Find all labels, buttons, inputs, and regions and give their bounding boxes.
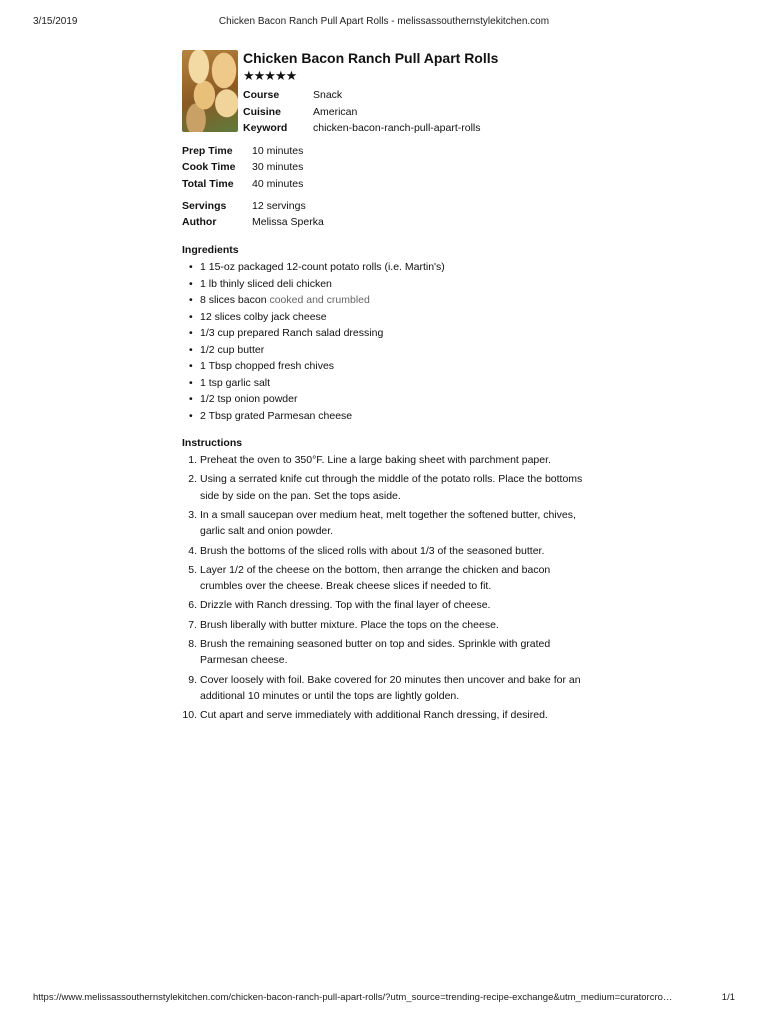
print-header — [33, 16, 735, 30]
meta-value: American — [313, 106, 358, 118]
step-text: Drizzle with Ranch dressing. Top with the final layer of cheese. — [200, 599, 491, 612]
author-name: Melissa Sperka — [252, 216, 324, 228]
time-value: 10 minutes — [252, 145, 304, 157]
instructions-list — [182, 452, 592, 726]
step-number: 8. — [188, 637, 197, 650]
ingredient-text: 8 slices bacon — [200, 294, 267, 306]
instruction-step — [182, 452, 592, 469]
ingredient-item — [182, 343, 445, 360]
instruction-step — [182, 672, 592, 705]
ingredient-text: 2 Tbsp grated Parmesan cheese — [200, 409, 353, 422]
ingredient-note: cooked and crumbled — [269, 294, 370, 306]
ingredient-text: 1 tsp garlic salt — [200, 376, 271, 389]
ingredient-item — [182, 310, 445, 327]
ingredient-text: 1 lb thinly sliced deli chicken — [200, 277, 332, 290]
recipe-header — [182, 48, 602, 136]
step-text: Cover loosely with foil. Bake covered for 20 minutes then uncover and bake for an additional 10 minutes or until the tops are lightly golden. — [200, 673, 581, 702]
ingredient-item — [182, 376, 445, 393]
ingredient-text: 1/2 tsp onion powder — [200, 393, 298, 405]
recipe-title: Chicken Bacon Ranch Pull Apart Rolls — [243, 50, 499, 66]
meta-label: Course — [243, 89, 280, 101]
print-date: 3/15/2019 — [33, 16, 78, 27]
step-number: 6. — [188, 599, 197, 612]
time-label: Total Time — [182, 178, 234, 190]
step-text: Brush the bottoms of the sliced rolls with about 1/3 of the seasoned butter. — [200, 544, 545, 557]
ingredient-item — [182, 260, 445, 277]
time-value: 30 minutes — [252, 161, 304, 173]
instruction-step — [182, 543, 592, 560]
meta-value: Snack — [313, 89, 343, 101]
step-number: 5. — [188, 563, 197, 576]
step-number: 7. — [188, 618, 197, 631]
instruction-step — [182, 597, 592, 614]
ingredients-list — [182, 260, 445, 425]
step-text: Using a serrated knife cut through the middle of the potato rolls. Place the bottoms side by side on the pan. Set the tops aside. — [200, 473, 583, 502]
step-number: 9. — [188, 673, 197, 686]
print-footer — [33, 992, 735, 1006]
ingredient-text: 1/2 cup butter — [200, 343, 265, 356]
step-text: Cut apart and serve immediately with additional Ranch dressing, if desired. — [200, 709, 548, 722]
step-number: 10. — [182, 709, 197, 722]
ingredient-item — [182, 293, 445, 310]
ingredient-item — [182, 359, 445, 376]
meta-label: Cuisine — [243, 106, 281, 118]
step-text: Preheat the oven to 350°F. Line a large baking sheet with parchment paper. — [200, 454, 551, 466]
ingredient-text: 12 slices colby jack cheese — [200, 310, 327, 323]
instruction-step — [182, 507, 592, 540]
page-number: 1/1 — [721, 992, 735, 1003]
step-text: Brush the remaining seasoned butter on top and sides. Sprinkle with grated Parmesan cheese. — [200, 637, 551, 667]
recipe-card — [182, 48, 602, 722]
ingredient-item — [182, 392, 445, 409]
recipe-image — [182, 50, 238, 132]
step-number: 4. — [188, 544, 197, 557]
ingredient-item — [182, 277, 445, 294]
servings-value: 12 servings — [252, 200, 306, 212]
step-text: In a small saucepan over medium heat, melt together the softened butter, chives, garlic salt and onion powder. — [200, 508, 576, 538]
meta-label: Keyword — [243, 122, 288, 134]
instruction-step — [182, 617, 592, 634]
step-text: Brush liberally with butter mixture. Place the tops on the cheese. — [200, 618, 499, 631]
servings-label: Servings — [182, 200, 227, 212]
author-label: Author — [182, 216, 217, 228]
print-page-title: Chicken Bacon Ranch Pull Apart Rolls - melissassouthernstylekitchen.com — [218, 16, 550, 27]
step-text: Layer 1/2 of the cheese on the bottom, then arrange the chicken and bacon crumbles over the cheese. Break cheese slices if needed to fit. — [200, 563, 551, 593]
meta-value: chicken-bacon-ranch-pull-apart-rolls — [313, 122, 481, 134]
instruction-step — [182, 707, 592, 724]
instruction-step — [182, 562, 592, 595]
time-label: Prep Time — [182, 145, 233, 157]
step-number: 2. — [188, 473, 197, 486]
ingredient-text: 1 Tbsp chopped fresh chives — [200, 360, 335, 372]
ingredient-text: 1/3 cup prepared Ranch salad dressing — [200, 327, 384, 339]
instructions-heading: Instructions — [182, 437, 243, 449]
step-number: 3. — [188, 508, 197, 521]
step-number: 1. — [188, 454, 197, 466]
instruction-step — [182, 636, 592, 669]
ingredient-item — [182, 326, 445, 343]
instruction-step — [182, 471, 592, 504]
ingredients-heading: Ingredients — [182, 244, 239, 256]
time-value: 40 minutes — [252, 178, 304, 190]
star-rating: ★★★★★ — [243, 68, 297, 83]
ingredient-text: 1 15-oz packaged 12-count potato rolls (i.e. Martin's) — [200, 261, 445, 273]
ingredient-item — [182, 409, 445, 426]
print-url: https://www.melissassouthernstylekitchen.com/chicken-bacon-ranch-pull-apart-rolls/?utm_source=trending-recipe-exchange&utm_medium=curatorcro… — [33, 992, 673, 1003]
time-label: Cook Time — [182, 161, 236, 173]
